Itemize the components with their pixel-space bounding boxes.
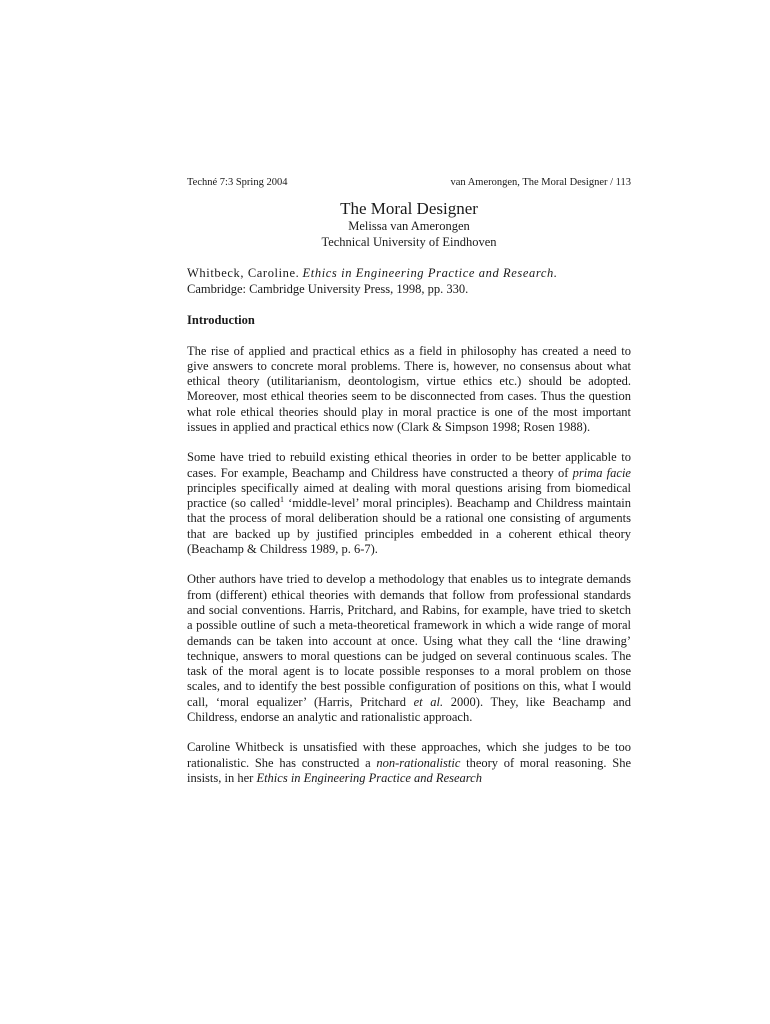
- journal-info: Techné 7:3 Spring 2004: [187, 177, 288, 188]
- reference-publication: Cambridge: Cambridge University Press, 1998, pp. 330.: [187, 281, 469, 296]
- paragraph-2: [187, 450, 631, 557]
- author-affiliation: Technical University of Eindhoven: [321, 234, 497, 249]
- paragraph-2-text-c: principles specifically aimed at dealing with moral questions arising from biomedical practice (so called: [187, 480, 631, 511]
- paragraph-4-text-c: theory of moral reasoning. She insists, in her: [187, 755, 631, 785]
- section-heading: Introduction: [187, 313, 255, 327]
- page-content: [187, 176, 631, 799]
- reference-book-title: Ethics in Engineering Practice and Research.: [302, 266, 558, 280]
- reference-author: Whitbeck, Caroline.: [187, 266, 300, 280]
- paragraph-2-text-a: Some have tried to rebuild existing ethical theories in order to be better applicable to cases. For example, Beachamp and Childress have constructed a theory of: [187, 450, 631, 480]
- paragraph-2-italic-prima-facie: prima facie: [572, 465, 631, 480]
- page-running-title: van Amerongen, The Moral Designer / 113: [450, 177, 631, 188]
- paragraph-3-text-a: Other authors have tried to develop a methodology that enables us to integrate demands from (different) ethical theories with demands that follow from professional standards and social conventions. Harris, Pritchard, and Rabins, for example, have tried to sketch a possible outline of such a meta-theoretical framework in which a wide range of moral demands can be taken into account at once. Using what they call the ‘line drawing’ technique, answers to moral questions can be judged on several continuous scales. The task of the moral agent is to locate possible responses to a moral problem on those scales, and to identify the best possible configuration of positions on this, what I would call, ‘moral equalizer’ (Harris, Pritchard: [187, 572, 631, 709]
- paragraph-3-italic-et-al: et al.: [413, 694, 444, 709]
- running-header: [187, 176, 631, 189]
- footnote-marker: 1: [279, 495, 284, 505]
- paragraph-4-text-a: Caroline Whitbeck is unsatisfied with these approaches, which she judges to be too rationalistic. She has constructed a: [187, 740, 631, 770]
- paragraph-2-text-d: ‘middle-level’ moral principles). Beachamp and Childress maintain that the process of moral deliberation should be a rational one consisting of arguments that are backed up by justified principles embedded in a coherent ethical theory (Beachamp & Childress 1989, p. 6-7).: [187, 496, 631, 557]
- paragraph-1: The rise of applied and practical ethics as a field in philosophy has created a need to give answers to concrete moral problems. There is, however, no consensus about what ethical theory (utilitarianism, deontologism, virtue ethics etc.) should be adopted. Moreover, most ethical theories seem to be disconnected from cases. Thus the question what role ethical theories should play in moral practice is one of the most important issues in applied and practical ethics now (Clark & Simpson 1998; Rosen 1988).: [187, 343, 631, 434]
- article-author: Melissa van Amerongen: [348, 219, 470, 233]
- paragraph-3: [187, 572, 631, 725]
- paragraph-4-italic-book-title: Ethics in Engineering Practice and Research: [256, 770, 482, 785]
- paragraph-3-text-c: 2000). They, like Beachamp and Childress, endorse an analytic and rationalistic approach.: [187, 694, 631, 725]
- book-reference: [187, 266, 631, 297]
- paragraph-4-italic-non-rationalistic: non-rationalistic: [376, 755, 461, 770]
- article-title: The Moral Designer: [340, 199, 478, 218]
- paragraph-4: [187, 740, 631, 786]
